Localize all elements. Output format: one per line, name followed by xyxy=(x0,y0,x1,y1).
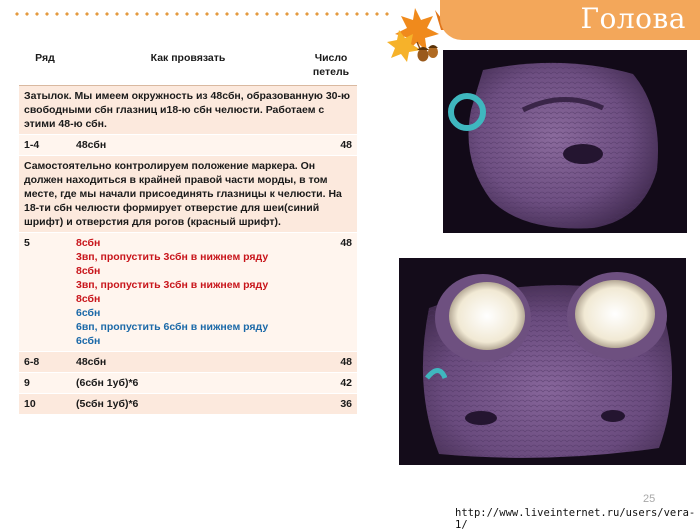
row-number: 6-8 xyxy=(19,352,71,373)
row-instructions: (6сбн 1уб)*6 xyxy=(71,373,305,394)
instruction-line: 8сбн xyxy=(76,293,101,305)
instruction-line: 3вп, пропустить 3сбн в нижнем ряду xyxy=(76,251,269,263)
table-row xyxy=(19,233,357,352)
row-instructions: 48сбн xyxy=(71,352,305,373)
marker-note: Самостоятельно контролируем положение маркера. Он должен находиться в крайней правой части морды, в том месте, где мы начали присоединять глазницы к челюсти. На 18-ти сбн челюсти формирует отверстие для шеи(синий шрифт) и отверстия для рогов (красный шрифт). xyxy=(19,156,357,233)
table-row xyxy=(19,352,357,373)
instruction-line: 3вп, пропустить 3сбн в нижнем ряду xyxy=(76,279,269,291)
instruction-line: 6вп, пропустить 6сбн в нижнем ряду xyxy=(76,321,269,333)
table-row xyxy=(19,86,357,135)
stitch-count: 48 xyxy=(305,135,357,156)
row-instructions: 48сбн xyxy=(71,135,305,156)
instruction-line: 8сбн xyxy=(76,237,101,249)
row-number: 1-4 xyxy=(19,135,71,156)
header-count: Число петель xyxy=(305,46,357,86)
source-url-link[interactable]: http://www.liveinternet.ru/users/vera-1/ xyxy=(455,507,700,531)
instruction-line: 8сбн xyxy=(76,265,101,277)
stitch-count: 48 xyxy=(305,352,357,373)
row-number: 5 xyxy=(19,233,71,352)
stitch-count: 36 xyxy=(305,394,357,415)
table-row xyxy=(19,156,357,233)
table-row xyxy=(19,135,357,156)
row-number: 9 xyxy=(19,373,71,394)
title-banner xyxy=(440,0,700,40)
photo-crochet-head-front xyxy=(399,258,686,465)
table-row xyxy=(19,373,357,394)
dotted-rule xyxy=(12,12,392,16)
header-how: Как провязать xyxy=(71,46,305,86)
row-instructions: (5сбн 1уб)*6 xyxy=(71,394,305,415)
photo-crochet-head-back xyxy=(443,50,687,233)
stitch-count: 42 xyxy=(305,373,357,394)
row-instructions xyxy=(71,233,305,352)
instruction-line: 6сбн xyxy=(76,335,101,347)
page-title: Голова xyxy=(580,2,686,35)
intro-note: Затылок. Мы имеем окружность из 48сбн, образованную 30-ю свободными сбн глазниц и18-ю сбн челюсти. Работаем с этими 48-ю сбн. xyxy=(19,86,357,135)
page-number: 25 xyxy=(643,493,656,505)
row-number: 10 xyxy=(19,394,71,415)
crochet-pattern-table xyxy=(19,46,357,415)
header-row: Ряд xyxy=(19,46,71,86)
instruction-line: 6сбн xyxy=(76,307,101,319)
table-row xyxy=(19,394,357,415)
table-header-row xyxy=(19,46,357,86)
stitch-count: 48 xyxy=(305,233,357,352)
